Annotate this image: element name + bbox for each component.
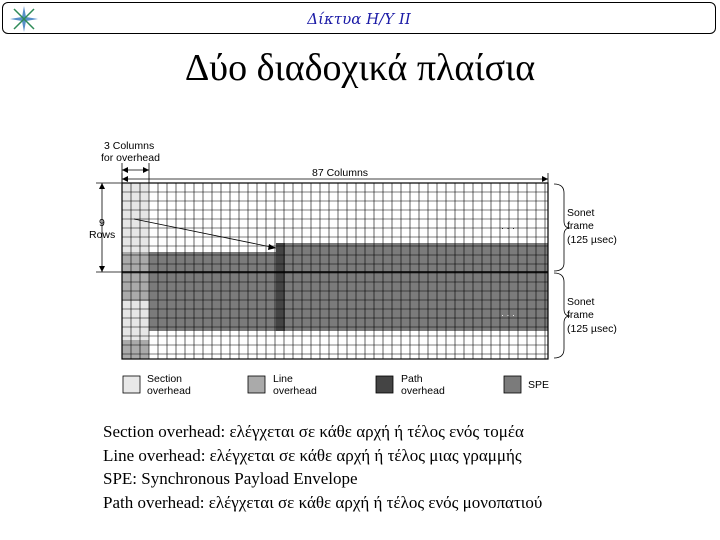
- frame-2-label-1: Sonet: [567, 296, 595, 308]
- line-overhead-region-1: [122, 252, 149, 301]
- legend-line-line1: Line: [273, 373, 293, 385]
- frame-2-label-3: (125 µsec): [567, 323, 617, 335]
- frame-1-label-3: (125 µsec): [567, 234, 617, 246]
- legend-section-line2: overhead: [147, 385, 191, 397]
- legend-swatch-line: [248, 376, 265, 393]
- line-overhead-region-2: [122, 340, 149, 359]
- ellipsis-2: · · ·: [501, 310, 515, 320]
- note-line-overhead: Line overhead: ελέγχεται σε κάθε αρχή ή τέλος μιας γραμμής: [103, 445, 522, 465]
- rows-label-2: Rows: [89, 229, 116, 241]
- note-section-overhead: Section overhead: ελέγχεται σε κάθε αρχή ή τέλος ενός τομέα: [103, 422, 524, 441]
- header-bar: [2, 2, 716, 34]
- frame-1-label-2: frame: [567, 220, 594, 232]
- overhead-cols-label-2: for overhead: [101, 152, 160, 164]
- rows-label-1: 9: [99, 217, 105, 229]
- columns-label: 87 Columns: [312, 167, 369, 179]
- overhead-cols-label-1: 3 Columns: [104, 140, 155, 152]
- header-title: Δίκτυα Η/Υ ΙΙ: [307, 10, 411, 28]
- note-path-overhead: Path overhead: ελέγχεται σε κάθε αρχή ή τέλος ενός μονοπατιού: [103, 492, 543, 512]
- frame-2-label-2: frame: [567, 309, 594, 321]
- ellipsis-1: · · ·: [501, 223, 515, 233]
- sonet-frame-diagram: [80, 135, 640, 410]
- legend-spe-label: SPE: [528, 379, 550, 391]
- slide-title: Δύο διαδοχικά πλαίσια: [184, 47, 536, 89]
- legend-line-line2: overhead: [273, 385, 317, 397]
- legend-swatch-path: [376, 376, 393, 393]
- legend-path-line1: Path: [401, 373, 423, 385]
- legend-section-line1: Section: [147, 373, 183, 385]
- frame-1-label-1: Sonet: [567, 207, 595, 219]
- notes-list: [103, 420, 542, 514]
- legend-swatch-spe: [504, 376, 521, 393]
- legend-path-line2: overhead: [401, 385, 445, 397]
- legend-swatch-section: [123, 376, 140, 393]
- note-spe: SPE: Synchronous Payload Envelope: [103, 469, 358, 488]
